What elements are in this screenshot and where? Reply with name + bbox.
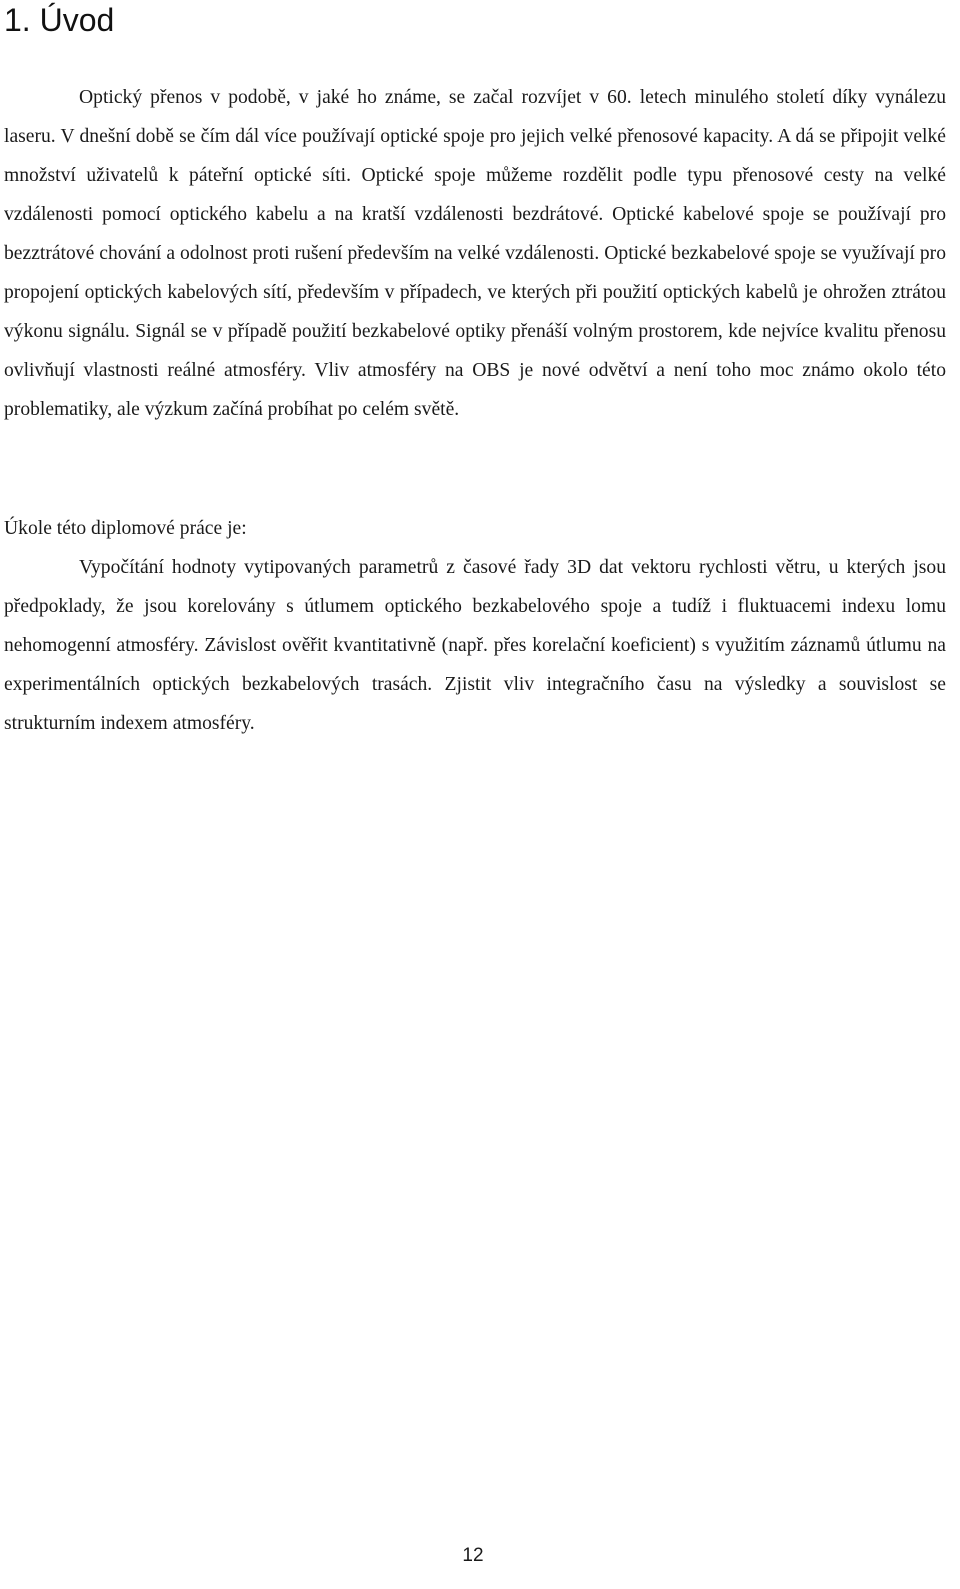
tasks-paragraph: Vypočítání hodnoty vytipovaných parametrů z časové řady 3D dat vektoru rychlosti větru, u kterých jsou předpoklady, že jsou korelovány s útlumem optického bezkabelového spoje a tudíž i fluktuacemi indexu lomu nehomogenní atmosféry. Závislost ověřit kvantitativně (např. přes korelační koeficient) s využitím záznamů útlumu na experimentálních optických bezkabelových trasách. Zjistit vliv integračního času na výsledky a souvislost se strukturním indexem atmosféry. (4, 557, 946, 734)
page-number: 12 (462, 1545, 484, 1566)
chapter-heading: 1. Úvod (4, 2, 115, 38)
intro-paragraph: Optický přenos v podobě, v jaké ho známe, se začal rozvíjet v 60. letech minulého století díky vynálezu laseru. V dnešní době se čím dál více používají optické spoje pro jejich velké přenosové kapacity. A dá se připojit velké množství uživatelů k páteřní optické síti. Optické spoje můžeme rozdělit podle typu přenosové cesty na velké vzdálenosti pomocí optického kabelu a na kratší vzdálenosti bezdrátové. Optické kabelové spoje se používají pro bezztrátové chování a odolnost proti rušení především na velké vzdálenosti. Optické bezkabelové spoje se využívají pro propojení optických kabelových sítí, především v případech, ve kterých při použití optických kabelů je ohrožen ztrátou výkonu signálu. Signál se v případě použití bezkabelové optiky přenáší volným prostorem, kde nejvíce kvalitu přenosu ovlivňují vlastnosti reálné atmosféry. Vliv atmosféry na OBS je nové odvětví a není toho moc známo okolo této problematiky, ale výzkum začíná probíhat po celém světě. (4, 87, 946, 420)
tasks-label: Úkole této diplomové práce je: (4, 518, 247, 539)
